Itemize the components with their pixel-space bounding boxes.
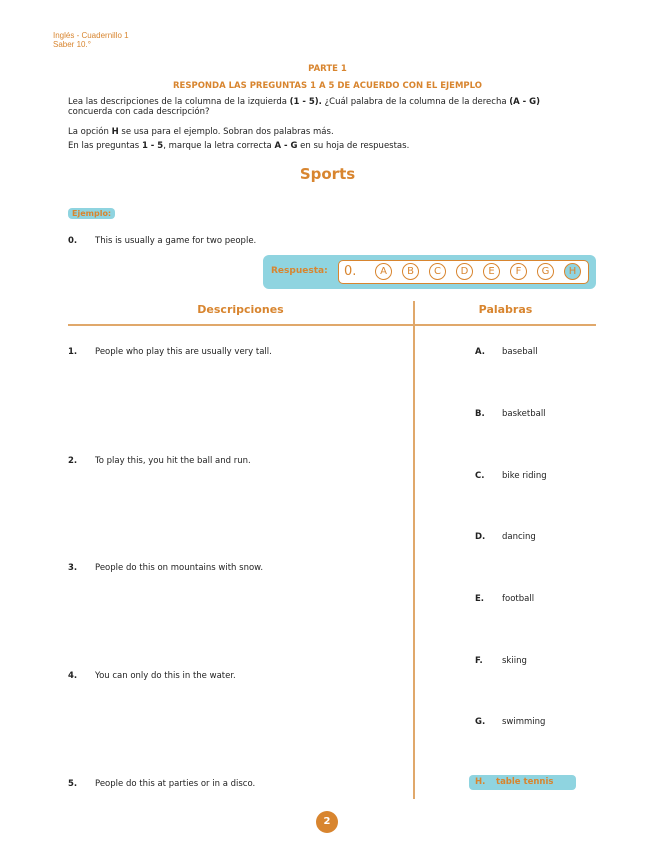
header-line-2: Saber 10.° xyxy=(53,40,91,49)
question-number: 4. xyxy=(68,671,78,681)
question-text: You can only do this in the water. xyxy=(95,671,236,681)
instr-bold: A - G xyxy=(274,141,298,151)
word-text: bike riding xyxy=(502,471,547,481)
question-text: To play this, you hit the ball and run. xyxy=(95,456,251,466)
answer-bubble-e[interactable]: E xyxy=(483,263,500,280)
example-text: This is usually a game for two people. xyxy=(95,236,257,246)
answer-bubble-c[interactable]: C xyxy=(429,263,446,280)
word-h-example xyxy=(469,775,576,790)
instr-text: La opción xyxy=(68,127,112,137)
word-b xyxy=(475,409,546,419)
instr-bold: 1 - 5 xyxy=(141,141,164,151)
instr-text: se usa para el ejemplo. Sobran dos palabras más. xyxy=(118,127,334,137)
question-5 xyxy=(68,779,255,789)
column-divider xyxy=(413,301,415,799)
answer-number: 0. xyxy=(344,264,357,279)
question-number: 1. xyxy=(68,347,78,357)
word-f xyxy=(475,656,527,666)
word-text: baseball xyxy=(502,347,538,357)
example-question xyxy=(68,236,256,246)
word-g xyxy=(475,717,545,727)
instr-bold: (A - G) xyxy=(509,97,541,107)
answer-box xyxy=(338,260,589,284)
answer-bubble-f[interactable]: F xyxy=(510,263,527,280)
word-letter: G. xyxy=(475,717,486,727)
instr-bold: (1 - 5). xyxy=(289,97,322,107)
example-tag: Ejemplo: xyxy=(68,208,115,219)
word-letter: A. xyxy=(475,347,485,357)
instruction-line-3 xyxy=(68,141,409,151)
word-text: football xyxy=(502,594,535,604)
example-number: 0. xyxy=(68,236,78,246)
word-c xyxy=(475,471,547,481)
column-header-descripciones: Descripciones xyxy=(197,303,284,316)
word-letter: F. xyxy=(475,656,483,666)
header-line-1: Inglés - Cuadernillo 1 xyxy=(53,31,129,40)
word-letter: B. xyxy=(475,409,485,419)
instr-bold: H xyxy=(111,127,119,137)
column-header-palabras: Palabras xyxy=(478,303,533,316)
doc-header xyxy=(53,31,129,49)
word-letter: E. xyxy=(475,594,485,604)
word-d xyxy=(475,532,536,542)
word-text: swimming xyxy=(502,717,546,727)
answer-bubble-h[interactable]: H xyxy=(564,263,581,280)
question-number: 5. xyxy=(68,779,78,789)
instruction-line-2 xyxy=(68,127,334,137)
answer-label: Respuesta: xyxy=(271,266,328,276)
question-number: 3. xyxy=(68,563,78,573)
header-divider xyxy=(68,324,596,326)
word-a xyxy=(475,347,538,357)
page-number-badge: 2 xyxy=(316,811,338,833)
answer-panel xyxy=(263,255,596,289)
answer-bubble-g[interactable]: G xyxy=(537,263,554,280)
word-letter: D. xyxy=(475,532,486,542)
word-letter: C. xyxy=(475,471,485,481)
word-letter: H. xyxy=(475,777,486,787)
instr-text: En las preguntas xyxy=(68,141,142,151)
question-text: People do this at parties or in a disco. xyxy=(95,779,256,789)
instr-text: ¿Cuál palabra de la columna de la derecha xyxy=(321,97,510,107)
question-text: People who play this are usually very tall. xyxy=(95,347,272,357)
instr-text: , marque la letra correcta xyxy=(163,141,275,151)
word-text: dancing xyxy=(502,532,536,542)
instr-text: Lea las descripciones de la columna de la izquierda xyxy=(68,97,290,107)
word-text: skiing xyxy=(502,656,527,666)
word-text: table tennis xyxy=(496,777,554,787)
word-e xyxy=(475,594,534,604)
page-title: Sports xyxy=(299,165,356,183)
section-subtitle: RESPONDA LAS PREGUNTAS 1 A 5 DE ACUERDO CON EL EJEMPLO xyxy=(172,81,483,91)
instruction-line-1 xyxy=(68,97,540,117)
answer-bubble-b[interactable]: B xyxy=(402,263,419,280)
question-2 xyxy=(68,456,251,466)
instr-text: concuerda con cada descripción? xyxy=(68,107,210,117)
instr-text: en su hoja de respuestas. xyxy=(297,141,410,151)
answer-bubble-d[interactable]: D xyxy=(456,263,473,280)
answer-bubble-a[interactable]: A xyxy=(375,263,392,280)
question-1 xyxy=(68,347,272,357)
question-4 xyxy=(68,671,236,681)
question-3 xyxy=(68,563,263,573)
question-text: People do this on mountains with snow. xyxy=(95,563,264,573)
part-title: PARTE 1 xyxy=(308,64,347,74)
word-text: basketball xyxy=(502,409,546,419)
question-number: 2. xyxy=(68,456,78,466)
